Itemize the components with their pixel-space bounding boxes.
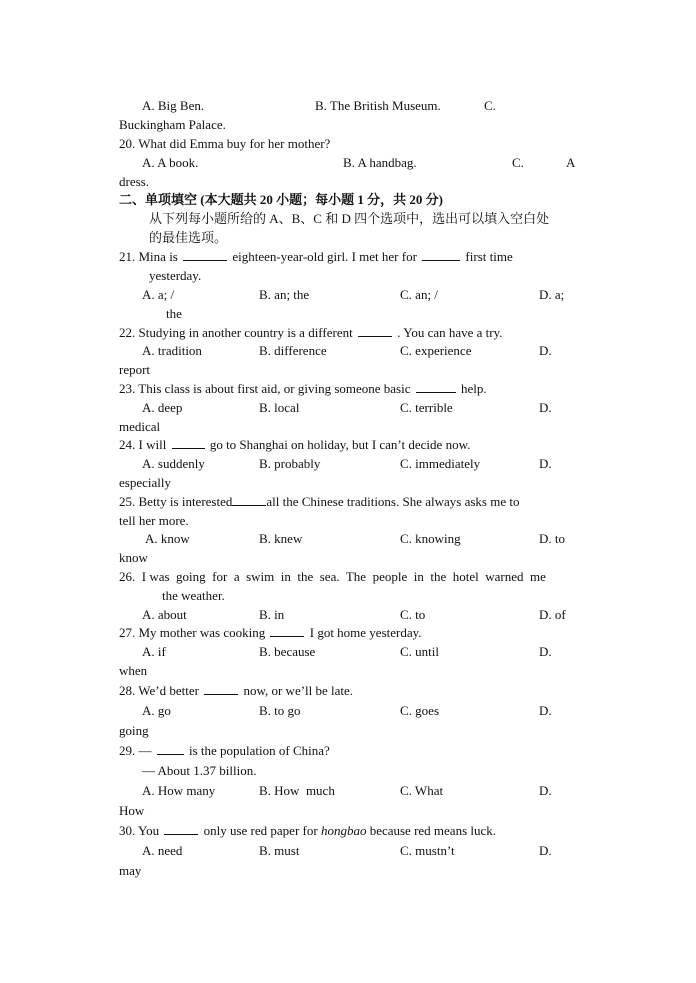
answer-blank xyxy=(422,249,460,261)
q28-option-a: A. go xyxy=(142,703,171,718)
q26-option-a: A. about xyxy=(142,607,187,622)
section-instruction: 从下列每小题所给的 A、B、C 和 D 四个选项中，选出可以填入空白处 xyxy=(149,211,550,226)
section-title: 二、单项填空 (本大题共 20 小题；每小题 1 分，共 20 分) xyxy=(119,192,443,207)
q23-option-c: C. terrible xyxy=(400,400,453,415)
q23-option-d: D. xyxy=(539,400,552,415)
q27-stem: 27. My mother was cooking I got home yesterday. xyxy=(119,625,422,640)
q25-option-a: A. know xyxy=(145,531,190,546)
q28-option-b: B. to go xyxy=(259,703,301,718)
q22-stem: 22. Studying in another country is a different . You can have a try. xyxy=(119,325,503,340)
q21-stem-cont: yesterday. xyxy=(149,268,202,283)
q21-option-d-text: the xyxy=(166,306,182,321)
q26-option-d: D. of xyxy=(539,607,566,622)
q20-option-c-text: dress. xyxy=(119,174,149,189)
q19-option-c: C. xyxy=(484,98,496,113)
q26-option-c: C. to xyxy=(400,607,426,622)
q23-stem: 23. This class is about first aid, or giving someone basic help. xyxy=(119,381,487,396)
answer-blank xyxy=(204,683,238,695)
q22-option-d: D. xyxy=(539,343,552,358)
answer-blank xyxy=(183,249,227,261)
q22-option-a: A. tradition xyxy=(142,343,202,358)
q25-option-b: B. knew xyxy=(259,531,303,546)
q22-option-c: C. experience xyxy=(400,343,472,358)
q27-option-c: C. until xyxy=(400,644,440,659)
q28-option-d: D. xyxy=(539,703,552,718)
q29-option-c: C. What xyxy=(400,783,444,798)
q20-stem: 20. What did Emma buy for her mother? xyxy=(119,136,331,151)
q24-stem: 24. I will go to Shanghai on holiday, but I can’t decide now. xyxy=(119,437,471,452)
q30-option-b: B. must xyxy=(259,843,300,858)
q29-option-b: B. How much xyxy=(259,783,335,798)
q20-option-c: C. xyxy=(512,155,524,170)
q27-option-b: B. because xyxy=(259,644,316,659)
q27-option-a: A. if xyxy=(142,644,166,659)
answer-blank xyxy=(164,823,198,835)
q29-option-d-text: How xyxy=(119,803,145,818)
q21-option-d: D. a; xyxy=(539,287,565,302)
hongbao-italic: hongbao xyxy=(320,823,367,838)
q29-answer-line: — About 1.37 billion. xyxy=(142,763,257,778)
q28-stem: 28. We’d better now, or we’ll be late. xyxy=(119,683,354,698)
q30-option-c: C. mustn’t xyxy=(400,843,455,858)
q20-option-c-word: A xyxy=(566,155,576,170)
answer-blank xyxy=(358,325,392,337)
answer-blank xyxy=(270,625,304,637)
q29-option-d: D. xyxy=(539,783,552,798)
q20-option-a: A. A book. xyxy=(142,155,199,170)
q30-option-d: D. xyxy=(539,843,552,858)
q25-option-d-text: know xyxy=(119,550,148,565)
answer-blank xyxy=(232,494,266,506)
q29-stem: 29. — is the population of China? xyxy=(119,743,330,758)
q30-option-d-text: may xyxy=(119,863,142,878)
q21-option-c: C. an; / xyxy=(400,287,438,302)
q24-option-a: A. suddenly xyxy=(142,456,205,471)
q20-option-b: B. A handbag. xyxy=(343,155,417,170)
q27-option-d: D. xyxy=(539,644,552,659)
q30-stem: 30. You only use red paper for hongbao because red means luck. xyxy=(119,823,497,838)
answer-blank xyxy=(172,437,205,449)
q24-option-b: B. probably xyxy=(259,456,321,471)
q24-option-c: C. immediately xyxy=(400,456,481,471)
q19-option-a: A. Big Ben. xyxy=(142,98,205,113)
q29-option-a: A. How many xyxy=(142,783,216,798)
q30-option-a: A. need xyxy=(142,843,183,858)
q24-option-d-text: especially xyxy=(119,475,171,490)
q26-option-b: B. in xyxy=(259,607,285,622)
q24-option-d: D. xyxy=(539,456,552,471)
q26-stem: 26. I was going for a swim in the sea. The people in the hotel warned me xyxy=(119,569,546,584)
q25-option-d: D. to xyxy=(539,531,565,546)
q27-option-d-text: when xyxy=(119,663,148,678)
q21-option-a: A. a; / xyxy=(142,287,175,302)
q21-option-b: B. an; the xyxy=(259,287,310,302)
section-instruction-cont: 的最佳选项。 xyxy=(149,230,228,245)
q19-option-c-text: Buckingham Palace. xyxy=(119,117,226,132)
q19-option-b: B. The British Museum. xyxy=(315,98,441,113)
q22-option-b: B. difference xyxy=(259,343,327,358)
q28-option-c: C. goes xyxy=(400,703,439,718)
q25-stem-cont: tell her more. xyxy=(119,513,189,528)
answer-blank xyxy=(416,381,456,393)
q23-option-b: B. local xyxy=(259,400,300,415)
q21-stem: 21. Mina is eighteen-year-old girl. I met her for first time xyxy=(119,249,513,264)
q23-option-d-text: medical xyxy=(119,419,161,434)
q23-option-a: A. deep xyxy=(142,400,183,415)
q22-option-d-text: report xyxy=(119,362,151,377)
q25-option-c: C. knowing xyxy=(400,531,461,546)
q25-stem: 25. Betty is interested all the Chinese traditions. She always asks me to xyxy=(119,494,520,509)
q26-stem-cont: the weather. xyxy=(162,588,225,603)
answer-blank xyxy=(157,743,184,755)
q28-option-d-text: going xyxy=(119,723,149,738)
